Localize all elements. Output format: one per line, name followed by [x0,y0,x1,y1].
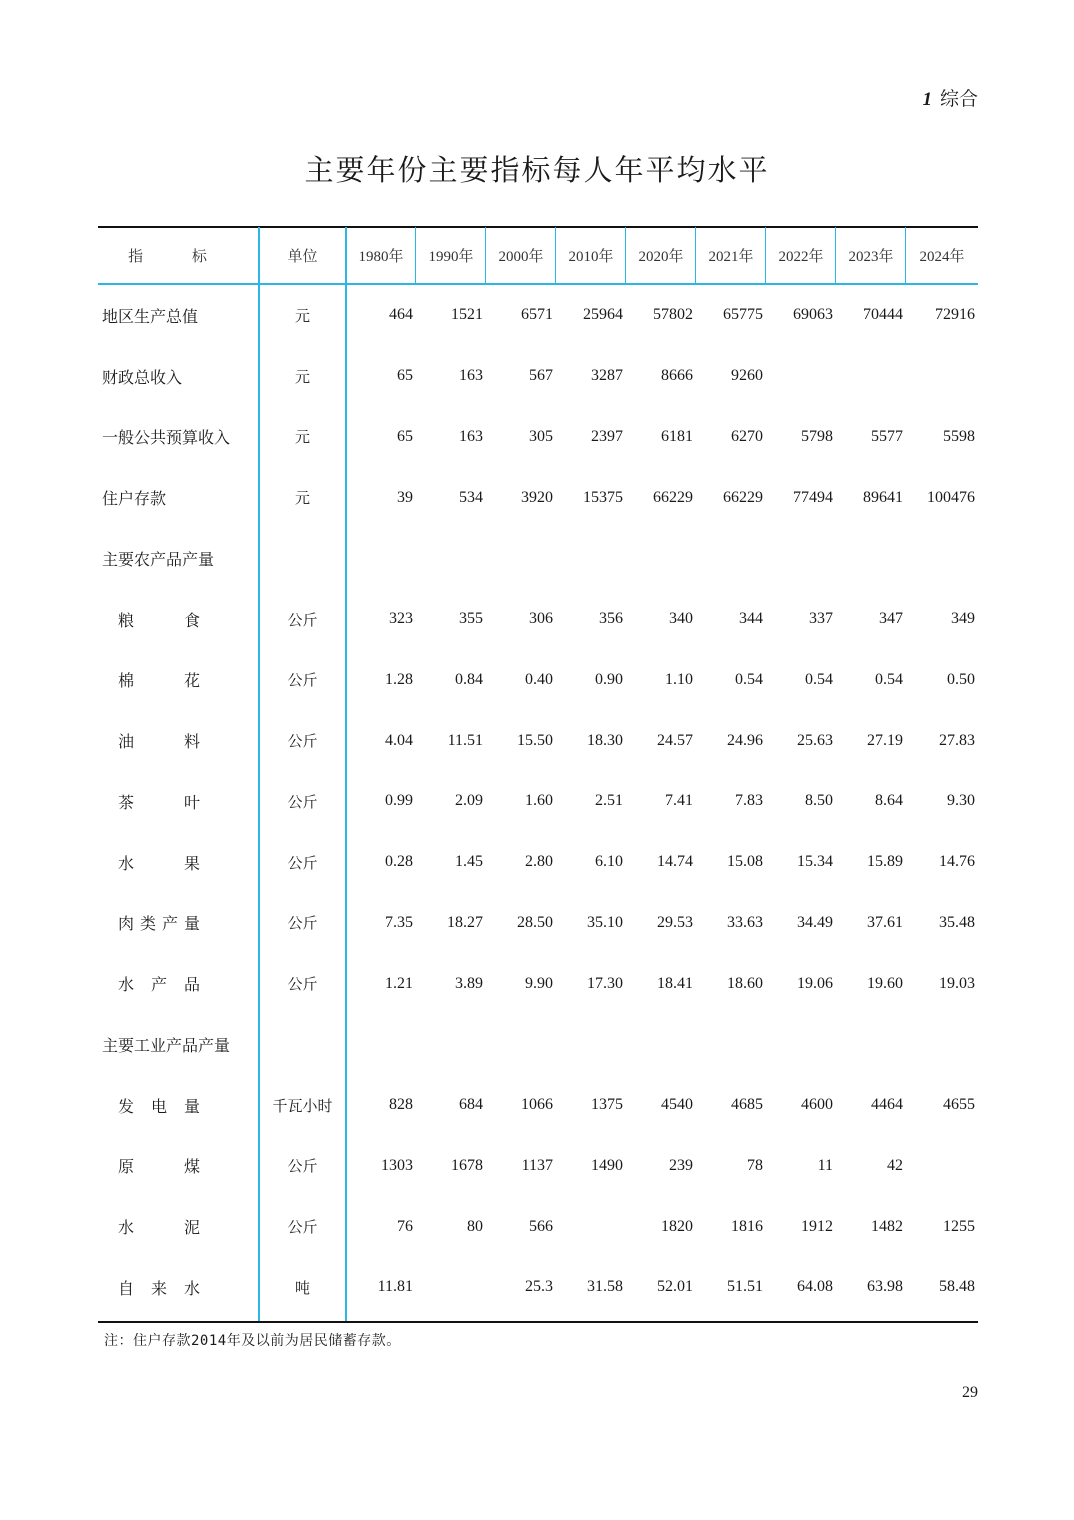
header-divider [695,227,696,283]
row-value: 51.51 [727,1278,763,1296]
header-divider [835,227,836,283]
row-value: 1137 [521,1156,553,1174]
row-value: 8666 [661,367,693,385]
header-year: 2022年 [778,248,824,265]
row-value: 4685 [731,1096,763,1114]
header-year: 2021年 [708,248,754,265]
row-value: 15375 [583,488,623,506]
row-value: 239 [669,1156,693,1174]
row-unit: 公斤 [287,792,318,811]
chapter-heading [922,84,978,111]
row-value: 78 [747,1156,763,1174]
row-value: 35.48 [939,913,975,931]
row-value: 4.04 [385,731,413,749]
row-value: 66229 [653,488,693,506]
row-value: 9260 [731,367,763,385]
row-value: 7.35 [385,913,413,931]
row-value [766,346,836,407]
row-value [486,528,556,589]
row-unit [259,1014,346,1075]
row-value: 2.51 [595,792,623,810]
table-row [98,832,978,893]
row-value: 0.90 [595,670,623,688]
row-value: 7.83 [735,792,763,810]
row-value [906,1136,978,1197]
row-value: 65 [397,367,413,385]
row-value: 42 [887,1156,903,1174]
header-divider [415,227,416,283]
row-value: 18.30 [587,731,623,749]
row-unit [259,528,346,589]
row-indicator-label: 住户存款 [102,489,167,509]
row-value: 11.51 [447,731,483,749]
row-value [906,1014,978,1075]
header-indicator: 指 标 [128,246,229,265]
row-value: 349 [951,610,975,628]
row-indicator-cell [98,1257,259,1318]
header-year: 2000年 [498,248,544,265]
row-value: 37.61 [867,913,903,931]
row-indicator-cell [98,1196,259,1257]
row-value [836,1014,906,1075]
chapter-name: 综合 [939,88,978,110]
chapter-number: 1 [922,89,932,110]
row-value: 27.19 [867,731,903,749]
table-row [98,650,978,711]
row-unit: 公斤 [287,914,318,933]
row-unit: 元 [294,489,310,508]
row-value: 1.60 [525,792,553,810]
row-value [696,1014,766,1075]
row-indicator-cell [98,283,259,346]
page-title: 主要年份主要指标每人年平均水平 [304,153,770,187]
row-value: 33.63 [727,913,763,931]
row-indicator-label: 发电量 [118,1096,200,1116]
row-indicator-label: 茶叶 [118,792,200,812]
header-year: 1980年 [358,248,404,265]
row-value: 52.01 [657,1278,693,1296]
row-value: 5598 [943,427,975,445]
row-value: 1820 [661,1217,693,1235]
table-row [98,467,978,528]
row-indicator-label: 原煤 [118,1157,200,1177]
table-row [98,953,978,1014]
row-indicator-label: 主要工业产品产量 [102,1035,231,1055]
table-row [98,1075,978,1136]
row-indicator-label: 油料 [118,732,200,752]
footnote: 注：住户存款2014年及以前为居民储蓄存款。 [104,1333,401,1349]
row-indicator-label: 肉类产量 [118,914,200,934]
row-value: 323 [389,610,413,628]
row-value: 6.10 [595,853,623,871]
row-value: 72916 [935,306,975,324]
row-indicator-label: 水果 [118,853,200,873]
row-value [906,528,978,589]
row-value: 1678 [451,1156,483,1174]
row-value: 4655 [943,1096,975,1114]
row-value: 0.99 [385,792,413,810]
row-indicator-cell [98,467,259,528]
header-year: 2023年 [848,248,894,265]
row-value: 4540 [661,1096,693,1114]
row-value: 4600 [801,1096,833,1114]
row-unit: 元 [294,428,310,447]
row-value: 3920 [521,488,553,506]
row-indicator-cell [98,1014,259,1075]
row-indicator-cell [98,771,259,832]
row-value: 64.08 [797,1278,833,1296]
row-value [836,528,906,589]
row-value: 0.50 [947,670,975,688]
row-indicator-cell [98,832,259,893]
row-value: 15.89 [867,853,903,871]
header-year: 1990年 [428,248,474,265]
row-value: 15.34 [797,853,833,871]
row-indicator-cell [98,953,259,1014]
row-value: 0.54 [805,670,833,688]
row-value: 11.81 [377,1278,413,1296]
row-value: 24.96 [727,731,763,749]
header-divider [485,227,486,283]
row-value: 18.60 [727,974,763,992]
row-indicator-label: 自来水 [118,1278,200,1298]
row-value: 35.10 [587,913,623,931]
table-row [98,893,978,954]
row-indicator-cell [98,893,259,954]
row-unit: 元 [294,367,310,386]
row-value: 464 [389,306,413,324]
header-unit: 单位 [287,246,318,265]
header-year: 2024年 [919,248,965,265]
row-value [696,528,766,589]
table-row [98,1014,978,1075]
row-unit: 公斤 [287,975,318,994]
table-row [98,283,978,346]
row-value: 15.50 [517,731,553,749]
row-value: 1816 [731,1217,763,1235]
row-value [416,528,486,589]
row-unit: 公斤 [287,610,318,629]
row-value [416,1014,486,1075]
row-value: 76 [397,1217,413,1235]
row-value: 19.06 [797,974,833,992]
table-row [98,1196,978,1257]
row-indicator-label: 一般公共预算收入 [102,428,231,448]
row-value: 6181 [661,427,693,445]
row-value: 9.30 [947,792,975,810]
row-unit: 公斤 [287,732,318,751]
row-value: 1066 [521,1096,553,1114]
row-value [836,346,906,407]
row-indicator-label: 主要农产品产量 [102,549,215,569]
header-divider [625,227,626,283]
row-value: 356 [599,610,623,628]
row-value: 5577 [871,427,903,445]
row-value: 8.64 [875,792,903,810]
row-value: 28.50 [517,913,553,931]
row-value [346,1014,416,1075]
row-value: 567 [529,367,553,385]
table-row [98,710,978,771]
row-value: 65 [397,427,413,445]
row-value: 3.89 [455,974,483,992]
row-value [556,1014,626,1075]
row-value: 15.08 [727,853,763,871]
row-value: 355 [459,610,483,628]
row-value: 14.76 [939,853,975,871]
row-value: 305 [529,427,553,445]
row-value: 1375 [591,1096,623,1114]
row-value: 4464 [871,1096,903,1114]
row-value: 2397 [591,427,623,445]
row-value: 1912 [801,1217,833,1235]
row-value: 337 [809,610,833,628]
row-value: 25.63 [797,731,833,749]
row-value: 25964 [583,306,623,324]
header-row [98,227,978,283]
table-body [98,283,978,1318]
row-value: 14.74 [657,853,693,871]
row-value: 306 [529,610,553,628]
row-value: 2.80 [525,853,553,871]
row-value: 39 [397,488,413,506]
row-value [766,528,836,589]
row-value: 77494 [793,488,833,506]
row-value: 163 [459,427,483,445]
row-value [766,1014,836,1075]
row-value: 69063 [793,306,833,324]
row-value: 19.03 [939,974,975,992]
row-value: 18.27 [447,913,483,931]
row-value: 9.90 [525,974,553,992]
row-value: 1.10 [665,670,693,688]
row-value: 18.41 [657,974,693,992]
header-year: 2010年 [568,248,614,265]
row-value [626,1014,696,1075]
row-unit: 公斤 [287,853,318,872]
row-value: 31.58 [587,1278,623,1296]
row-unit: 公斤 [287,1157,318,1176]
row-indicator-cell [98,650,259,711]
header-year: 2020年 [638,248,684,265]
row-value: 27.83 [939,731,975,749]
row-unit: 元 [294,306,310,325]
row-value: 347 [879,610,903,628]
row-indicator-cell [98,1136,259,1197]
row-value: 66229 [723,488,763,506]
row-value: 5798 [801,427,833,445]
row-indicator-cell [98,346,259,407]
row-indicator-label: 水泥 [118,1218,200,1238]
row-unit: 公斤 [287,671,318,690]
header-divider [765,227,766,283]
table-row [98,1257,978,1318]
table-row [98,407,978,468]
row-value [416,1257,486,1318]
row-value: 2.09 [455,792,483,810]
row-value: 24.57 [657,731,693,749]
row-value: 0.54 [735,670,763,688]
table-bottom-rule [98,1321,978,1323]
row-value: 8.50 [805,792,833,810]
row-value: 11 [817,1156,833,1174]
row-indicator-label: 棉花 [118,671,200,691]
row-indicator-label: 财政总收入 [102,367,183,387]
row-unit: 公斤 [287,1218,318,1237]
row-value: 7.41 [665,792,693,810]
row-value: 34.49 [797,913,833,931]
row-value: 534 [459,488,483,506]
table-row [98,1136,978,1197]
row-unit: 吨 [294,1278,310,1297]
row-value: 63.98 [867,1278,903,1296]
row-value: 100476 [927,488,975,506]
row-value: 57802 [653,306,693,324]
row-value: 1482 [871,1217,903,1235]
row-indicator-label: 地区生产总值 [102,306,199,326]
row-indicator-label: 粮食 [118,610,200,630]
row-value: 1.21 [385,974,413,992]
row-value [486,1014,556,1075]
row-value: 0.84 [455,670,483,688]
row-value: 1.45 [455,853,483,871]
row-indicator-cell [98,589,259,650]
row-value: 17.30 [587,974,623,992]
row-value: 340 [669,610,693,628]
row-value [626,528,696,589]
row-value: 1490 [591,1156,623,1174]
table-row [98,771,978,832]
row-value: 0.40 [525,670,553,688]
row-value: 1521 [451,306,483,324]
row-value: 80 [467,1217,483,1235]
row-value: 70444 [863,306,903,324]
row-indicator-cell [98,528,259,589]
row-value: 19.60 [867,974,903,992]
row-indicator-cell [98,407,259,468]
header-divider [555,227,556,283]
table-row [98,589,978,650]
row-indicator-cell [98,710,259,771]
row-value: 344 [739,610,763,628]
row-indicator-label: 水产品 [118,975,200,995]
indicator-table [98,226,978,1324]
row-value [556,528,626,589]
row-value: 1303 [381,1156,413,1174]
row-unit: 千瓦小时 [272,1096,333,1115]
header-divider [905,227,906,283]
row-value: 163 [459,367,483,385]
row-value: 6571 [521,306,553,324]
row-value: 25.3 [525,1278,553,1296]
row-indicator-cell [98,1075,259,1136]
row-value [556,1196,626,1257]
row-value: 1255 [943,1217,975,1235]
row-value: 828 [389,1096,413,1114]
row-value: 3287 [591,367,623,385]
row-value: 684 [459,1096,483,1114]
row-value: 566 [529,1217,553,1235]
row-value: 0.28 [385,853,413,871]
data-table [98,227,978,1318]
row-value: 58.48 [939,1278,975,1296]
row-value [906,346,978,407]
row-value: 0.54 [875,670,903,688]
row-value: 29.53 [657,913,693,931]
table-row [98,346,978,407]
page-number: 29 [962,1384,978,1401]
row-value: 6270 [731,427,763,445]
row-value [346,528,416,589]
row-value: 65775 [723,306,763,324]
row-value: 89641 [863,488,903,506]
table-row [98,528,978,589]
row-value: 1.28 [385,670,413,688]
